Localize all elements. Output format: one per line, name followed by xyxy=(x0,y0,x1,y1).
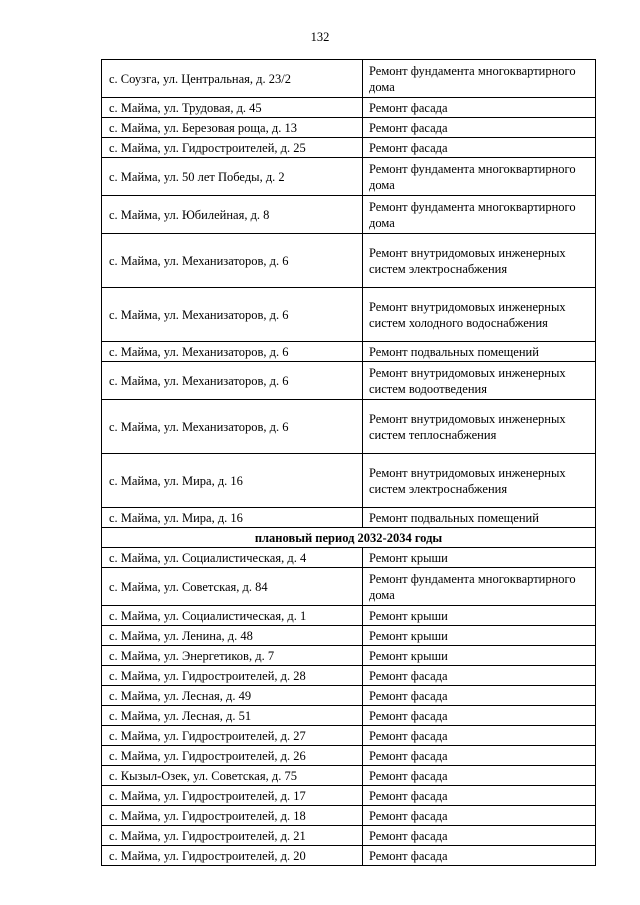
work-type-cell: Ремонт фундамента многоквартирного дома xyxy=(363,158,596,196)
work-type-cell: Ремонт фасада xyxy=(363,706,596,726)
work-type-cell: Ремонт крыши xyxy=(363,646,596,666)
address-cell: с. Майма, ул. Гидростроителей, д. 17 xyxy=(102,786,363,806)
table-row xyxy=(102,646,596,666)
address-cell: с. Майма, ул. Мира, д. 16 xyxy=(102,508,363,528)
work-type-cell: Ремонт внутридомовых инженерных систем холодного водоснабжения xyxy=(363,288,596,342)
table-row xyxy=(102,454,596,508)
table-row xyxy=(102,626,596,646)
work-type-cell: Ремонт фасада xyxy=(363,786,596,806)
address-cell: с. Майма, ул. Советская, д. 84 xyxy=(102,568,363,606)
address-cell: с. Майма, ул. Трудовая, д. 45 xyxy=(102,98,363,118)
table-row xyxy=(102,826,596,846)
section-header xyxy=(102,528,596,548)
table-row xyxy=(102,158,596,196)
work-type-cell: Ремонт фасада xyxy=(363,846,596,866)
table-row xyxy=(102,746,596,766)
address-cell: с. Майма, ул. Мира, д. 16 xyxy=(102,454,363,508)
repair-schedule-table xyxy=(101,59,596,866)
table-row xyxy=(102,606,596,626)
work-type-cell: Ремонт внутридомовых инженерных систем электроснабжения xyxy=(363,454,596,508)
work-type-cell: Ремонт внутридомовых инженерных систем водоотведения xyxy=(363,362,596,400)
address-cell: с. Майма, ул. Механизаторов, д. 6 xyxy=(102,342,363,362)
table-row xyxy=(102,138,596,158)
address-cell: с. Майма, ул. Механизаторов, д. 6 xyxy=(102,362,363,400)
work-type-cell: Ремонт фасада xyxy=(363,726,596,746)
table-row xyxy=(102,548,596,568)
table-row xyxy=(102,508,596,528)
work-type-cell: Ремонт фасада xyxy=(363,686,596,706)
address-cell: с. Майма, ул. Юбилейная, д. 8 xyxy=(102,196,363,234)
table-body-part2 xyxy=(102,548,596,866)
table-row xyxy=(102,362,596,400)
table-row xyxy=(102,568,596,606)
table-row xyxy=(102,400,596,454)
address-cell: с. Майма, ул. Энергетиков, д. 7 xyxy=(102,646,363,666)
address-cell: с. Соузга, ул. Центральная, д. 23/2 xyxy=(102,60,363,98)
table-body-part1 xyxy=(102,60,596,528)
table-row xyxy=(102,60,596,98)
table-row xyxy=(102,196,596,234)
address-cell: с. Кызыл-Озек, ул. Советская, д. 75 xyxy=(102,766,363,786)
table-row xyxy=(102,234,596,288)
table-row xyxy=(102,806,596,826)
work-type-cell: Ремонт крыши xyxy=(363,548,596,568)
page-number: 132 xyxy=(310,30,330,44)
work-type-cell: Ремонт фундамента многоквартирного дома xyxy=(363,568,596,606)
table-row xyxy=(102,706,596,726)
work-type-cell: Ремонт крыши xyxy=(363,606,596,626)
address-cell: с. Майма, ул. Механизаторов, д. 6 xyxy=(102,400,363,454)
address-cell: с. Майма, ул. Ленина, д. 48 xyxy=(102,626,363,646)
address-cell: с. Майма, ул. Гидростроителей, д. 20 xyxy=(102,846,363,866)
address-cell: с. Майма, ул. Механизаторов, д. 6 xyxy=(102,288,363,342)
work-type-cell: Ремонт внутридомовых инженерных систем теплоснабжения xyxy=(363,400,596,454)
address-cell: с. Майма, ул. Гидростроителей, д. 18 xyxy=(102,806,363,826)
table-row xyxy=(102,666,596,686)
address-cell: с. Майма, ул. Лесная, д. 49 xyxy=(102,686,363,706)
address-cell: с. Майма, ул. Гидростроителей, д. 28 xyxy=(102,666,363,686)
address-cell: с. Майма, ул. 50 лет Победы, д. 2 xyxy=(102,158,363,196)
work-type-cell: Ремонт фасада xyxy=(363,666,596,686)
work-type-cell: Ремонт фасада xyxy=(363,806,596,826)
table-row xyxy=(102,686,596,706)
address-cell: с. Майма, ул. Березовая роща, д. 13 xyxy=(102,118,363,138)
table-row xyxy=(102,726,596,746)
work-type-cell: Ремонт внутридомовых инженерных систем электроснабжения xyxy=(363,234,596,288)
address-cell: с. Майма, ул. Механизаторов, д. 6 xyxy=(102,234,363,288)
table-row xyxy=(102,288,596,342)
work-type-cell: Ремонт фасада xyxy=(363,98,596,118)
table-row xyxy=(102,846,596,866)
table-row xyxy=(102,98,596,118)
address-cell: с. Майма, ул. Социалистическая, д. 1 xyxy=(102,606,363,626)
work-type-cell: Ремонт фундамента многоквартирного дома xyxy=(363,196,596,234)
work-type-cell: Ремонт фасада xyxy=(363,766,596,786)
work-type-cell: Ремонт подвальных помещений xyxy=(363,508,596,528)
section-title: плановый период 2032-2034 годы xyxy=(102,528,596,548)
address-cell: с. Майма, ул. Гидростроителей, д. 21 xyxy=(102,826,363,846)
address-cell: с. Майма, ул. Гидростроителей, д. 26 xyxy=(102,746,363,766)
work-type-cell: Ремонт фасада xyxy=(363,118,596,138)
table-row xyxy=(102,118,596,138)
table-row xyxy=(102,766,596,786)
work-type-cell: Ремонт фасада xyxy=(363,746,596,766)
address-cell: с. Майма, ул. Социалистическая, д. 4 xyxy=(102,548,363,568)
work-type-cell: Ремонт подвальных помещений xyxy=(363,342,596,362)
address-cell: с. Майма, ул. Гидростроителей, д. 27 xyxy=(102,726,363,746)
work-type-cell: Ремонт фундамента многоквартирного дома xyxy=(363,60,596,98)
work-type-cell: Ремонт фасада xyxy=(363,826,596,846)
work-type-cell: Ремонт фасада xyxy=(363,138,596,158)
table-row xyxy=(102,786,596,806)
table-row xyxy=(102,342,596,362)
address-cell: с. Майма, ул. Гидростроителей, д. 25 xyxy=(102,138,363,158)
work-type-cell: Ремонт крыши xyxy=(363,626,596,646)
address-cell: с. Майма, ул. Лесная, д. 51 xyxy=(102,706,363,726)
section-row xyxy=(102,528,596,548)
